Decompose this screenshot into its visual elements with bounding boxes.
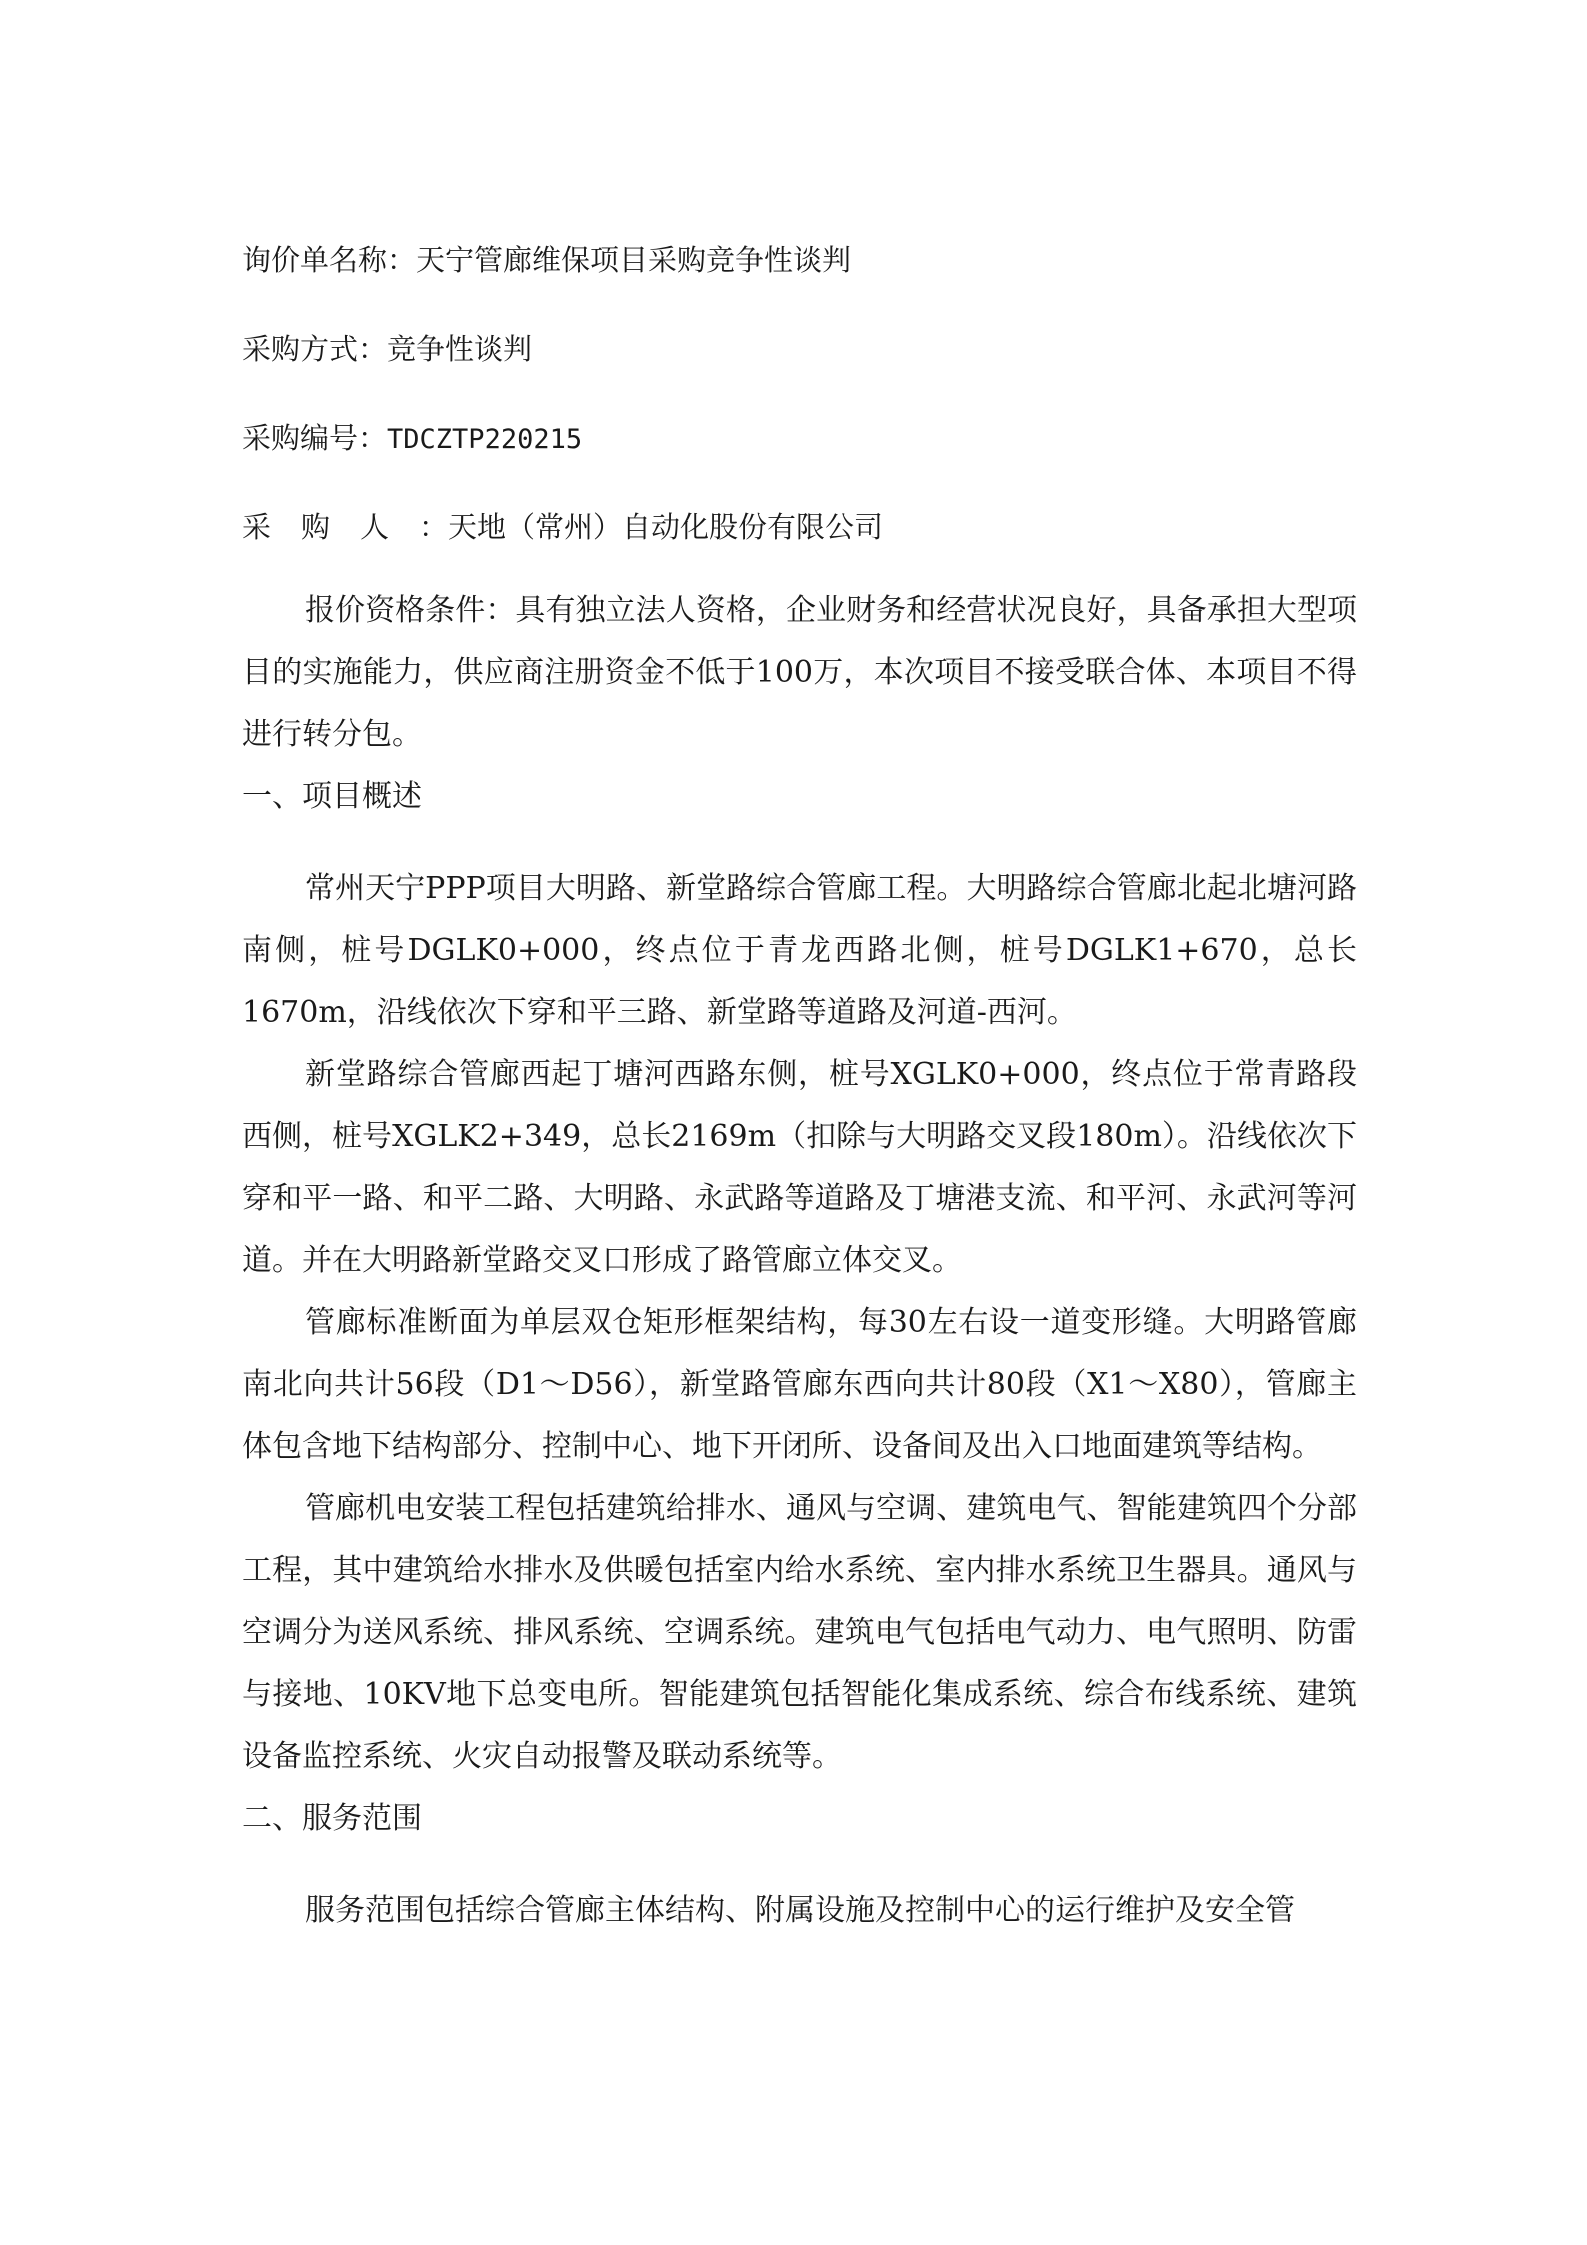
procurement-code-line — [242, 418, 1357, 458]
separator: ： — [387, 243, 417, 277]
section-heading-scope: 二、服务范围 — [242, 1801, 422, 1836]
separator: ： — [358, 332, 388, 366]
separator: ： — [358, 421, 388, 455]
procurement-code-value: TDCZTP220215 — [387, 424, 583, 455]
separator: ： — [419, 510, 449, 544]
inquiry-name-line — [242, 240, 1357, 280]
overview-paragraph-1: 常州天宁PPP项目大明路、新堂路综合管廊工程。大明路综合管廊北起北塘河路南侧，桩号DGLK0+000，终点位于青龙西路北侧，桩号DGLK1+670，总长1670m，沿线依次下穿和平三路、新堂路等道路及河道-西河。 — [242, 871, 1357, 1030]
scope-paragraph-1: 服务范围包括综合管廊主体结构、附属设施及控制中心的运行维护及安全管 — [305, 1893, 1295, 1928]
qualification-paragraph: 报价资格条件：具有独立法人资格，企业财务和经营状况良好，具备承担大型项目的实施能力，供应商注册资金不低于100万，本次项目不接受联合体、本项目不得进行转分包。 — [242, 593, 1357, 752]
procurement-method-label: 采购方式 — [242, 332, 359, 366]
procurement-method-line — [242, 329, 1357, 369]
document-body — [242, 240, 1357, 1942]
section-heading-overview: 一、项目概述 — [242, 779, 422, 814]
procurement-code-label: 采购编号 — [242, 421, 359, 455]
procurement-method-value: 竞争性谈判 — [387, 332, 533, 366]
buyer-label: 采购人 — [242, 510, 420, 544]
overview-paragraph-3: 管廊标准断面为单层双仓矩形框架结构，每30左右设一道变形缝。大明路管廊南北向共计56段（D1～D56），新堂路管廊东西向共计80段（X1～X80），管廊主体包含地下结构部分、控制中心、地下开闭所、设备间及出入口地面建筑等结构。 — [242, 1305, 1357, 1464]
buyer-value: 天地（常州）自动化股份有限公司 — [448, 510, 884, 544]
inquiry-name-value: 天宁管廊维保项目采购竞争性谈判 — [416, 243, 852, 277]
inquiry-name-label: 询价单名称 — [242, 243, 388, 277]
overview-paragraph-2: 新堂路综合管廊西起丁塘河西路东侧，桩号XGLK0+000，终点位于常青路段西侧，桩号XGLK2+349，总长2169m（扣除与大明路交叉段180m）。沿线依次下穿和平一路、和平二路、大明路、永武路等道路及丁塘港支流、和平河、永武河等河道。并在大明路新堂路交叉口形成了路管廊立体交叉。 — [242, 1057, 1357, 1278]
overview-paragraph-4: 管廊机电安装工程包括建筑给排水、通风与空调、建筑电气、智能建筑四个分部工程，其中建筑给水排水及供暖包括室内给水系统、室内排水系统卫生器具。通风与空调分为送风系统、排风系统、空调系统。建筑电气包括电气动力、电气照明、防雷与接地、10KV地下总变电所。智能建筑包括智能化集成系统、综合布线系统、建筑设备监控系统、火灾自动报警及联动系统等。 — [242, 1491, 1357, 1774]
buyer-line — [242, 507, 1357, 547]
